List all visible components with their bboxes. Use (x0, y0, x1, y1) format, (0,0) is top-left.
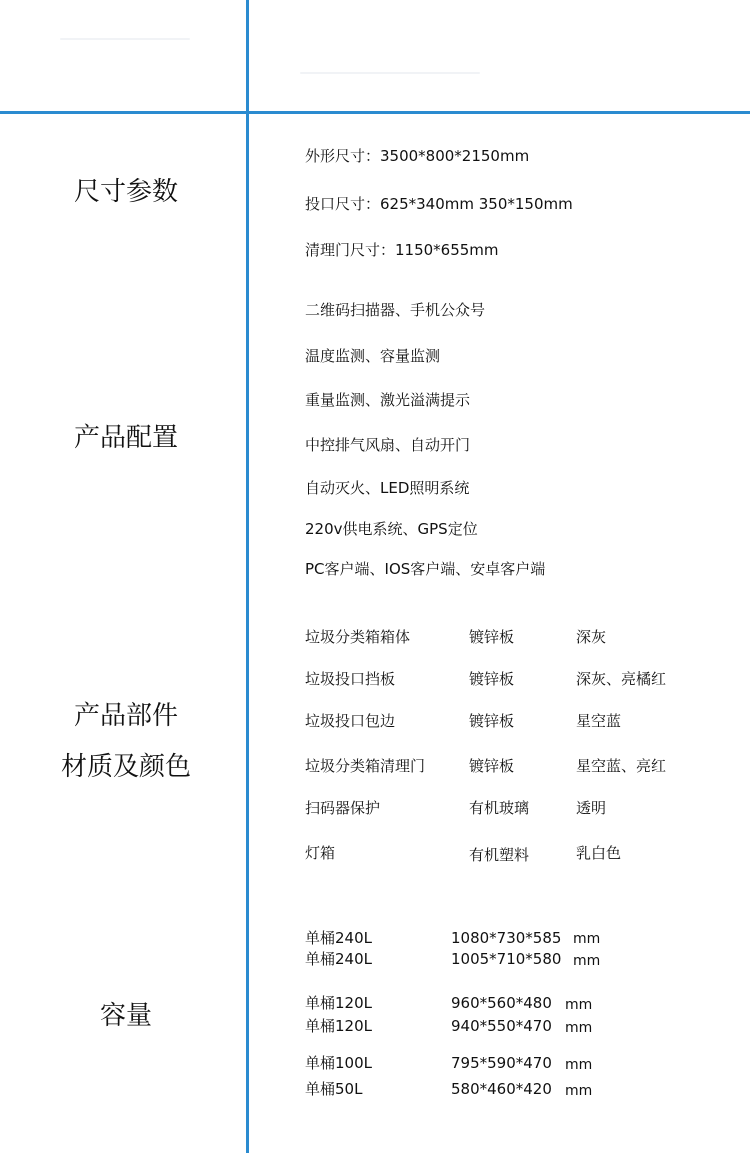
section-title-capacity: 容量 (99, 1001, 152, 1031)
capacity-size: 1005*710*580 (451, 950, 562, 968)
capacity-size: 580*460*420 (451, 1080, 552, 1098)
config-line: 重量监测、激光溢满提示 (305, 391, 471, 409)
part-color: 乳白色 (576, 844, 622, 862)
part-color: 星空蓝 (576, 712, 622, 730)
capacity-size: 1080*730*585 (451, 929, 562, 947)
part-name: 灯箱 (305, 844, 336, 862)
horizontal-divider (0, 111, 750, 114)
part-material: 有机塑料 (469, 846, 530, 864)
capacity-name: 单桶50L (305, 1080, 363, 1098)
part-name: 扫码器保护 (305, 799, 381, 817)
capacity-size: 795*590*470 (451, 1054, 552, 1072)
header-faint-mark (300, 72, 480, 74)
capacity-unit: mm (565, 1057, 593, 1073)
section-title-materials: 材质及颜色 (60, 752, 191, 782)
config-line: 温度监测、容量监测 (305, 347, 441, 365)
dimension-line: 投口尺寸：625*340mm 350*150mm (305, 195, 573, 213)
capacity-unit: mm (565, 1020, 593, 1036)
config-line: PC客户端、IOS客户端、安卓客户端 (305, 560, 546, 578)
config-line: 二维码扫描器、手机公众号 (305, 301, 486, 319)
part-name: 垃圾投口挡板 (305, 670, 396, 688)
capacity-name: 单桶120L (305, 994, 372, 1012)
header-faint-mark (60, 38, 190, 40)
part-color: 星空蓝、亮红 (576, 757, 667, 775)
capacity-unit: mm (573, 931, 601, 947)
config-line: 自动灭火、LED照明系统 (305, 479, 470, 497)
section-title-configuration: 产品配置 (73, 423, 178, 453)
dimension-line: 外形尺寸：3500*800*2150mm (305, 147, 530, 165)
part-name: 垃圾投口包边 (305, 712, 396, 730)
dimension-line: 清理门尺寸：1150*655mm (305, 241, 499, 259)
capacity-name: 单桶240L (305, 950, 372, 968)
part-material: 有机玻璃 (469, 799, 530, 817)
part-material: 镀锌板 (469, 712, 515, 730)
part-material: 镀锌板 (469, 670, 515, 688)
part-name: 垃圾分类箱箱体 (305, 628, 411, 646)
part-color: 深灰 (576, 628, 607, 646)
section-title-parts: 产品部件 (73, 701, 178, 731)
config-line: 220v供电系统、GPS定位 (305, 520, 478, 538)
capacity-size: 960*560*480 (451, 994, 552, 1012)
capacity-size: 940*550*470 (451, 1017, 552, 1035)
part-material: 镀锌板 (469, 628, 515, 646)
capacity-unit: mm (565, 1083, 593, 1099)
capacity-name: 单桶100L (305, 1054, 372, 1072)
part-color: 透明 (576, 799, 607, 817)
part-name: 垃圾分类箱清理门 (305, 757, 426, 775)
part-material: 镀锌板 (469, 757, 515, 775)
section-title-dimensions: 尺寸参数 (73, 177, 178, 207)
config-line: 中控排气风扇、自动开门 (305, 436, 471, 454)
capacity-unit: mm (565, 997, 593, 1013)
part-color: 深灰、亮橘红 (576, 670, 667, 688)
capacity-unit: mm (573, 953, 601, 969)
capacity-name: 单桶240L (305, 929, 372, 947)
capacity-name: 单桶120L (305, 1017, 372, 1035)
